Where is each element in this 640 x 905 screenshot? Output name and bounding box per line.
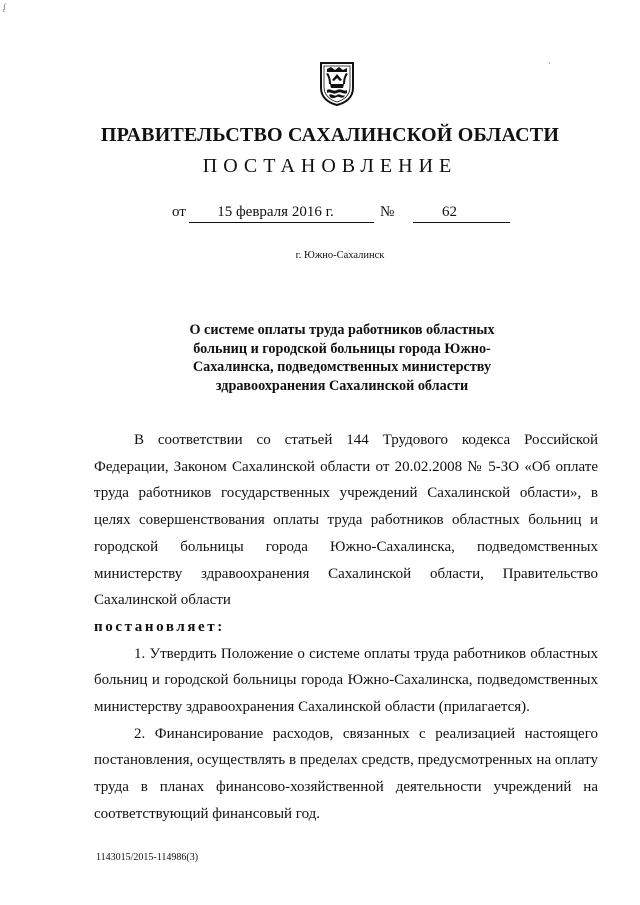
item-2-paragraph: 2. Финансирование расходов, связанных с реализацией настоящего постановления, осуществлять в пределах средств, предусмотренных на оплату труда в планах финансово-хозяйственной деятельности учреждений на соответствующий финансовый год.: [94, 725, 598, 822]
document-date: 15 февраля 2016 г.: [189, 204, 374, 223]
document-subject: [172, 321, 512, 395]
scan-speck: ᶘ: [3, 2, 7, 12]
document-type: ПОСТАНОВЛЕНИЕ: [202, 155, 458, 177]
number-label: №: [380, 204, 395, 220]
subject-line: Сахалинска, подведомственных министерству: [192, 359, 492, 375]
scan-speck: ·: [548, 58, 551, 68]
from-label: от: [172, 204, 186, 220]
decree-word: постановляет:: [94, 618, 225, 635]
sakhalin-coat-of-arms-icon: [318, 60, 356, 106]
item-1-paragraph: 1. Утвердить Положение о системе оплаты труда работников областных больниц и городской больницы города Южно-Сахалинска, подведомственных министерству здравоохранения Сахалинской области (прилагается).: [94, 645, 598, 716]
government-title: ПРАВИТЕЛЬСТВО САХАЛИНСКОЙ ОБЛАСТИ: [100, 124, 560, 146]
footer-document-code: 1143015/2015-114986(3): [96, 852, 199, 863]
subject-line: больниц и городской больницы города Южно-: [193, 340, 491, 357]
document-body: [94, 427, 598, 828]
preamble-paragraph: В соответствии со статьей 144 Трудового кодекса Российской Федерации, Законом Сахалинской области от 20.02.2008 № 5-ЗО «Об оплате труда работников государственных учреждений Сахалинской области», в целях совершенствования оплаты труда работников областных больниц и городской больницы города Южно-Сахалинска, подведомственных министерству здравоохранения Сахалинской области, Правительство Сахалинской области: [94, 432, 598, 609]
subject-line: О системе оплаты труда работников областных: [189, 322, 495, 338]
document-number: 62: [413, 204, 510, 223]
date-number-line: [0, 204, 640, 226]
subject-line: здравоохранения Сахалинской области: [215, 377, 469, 394]
city-line: г. Южно-Сахалинск: [295, 250, 385, 261]
